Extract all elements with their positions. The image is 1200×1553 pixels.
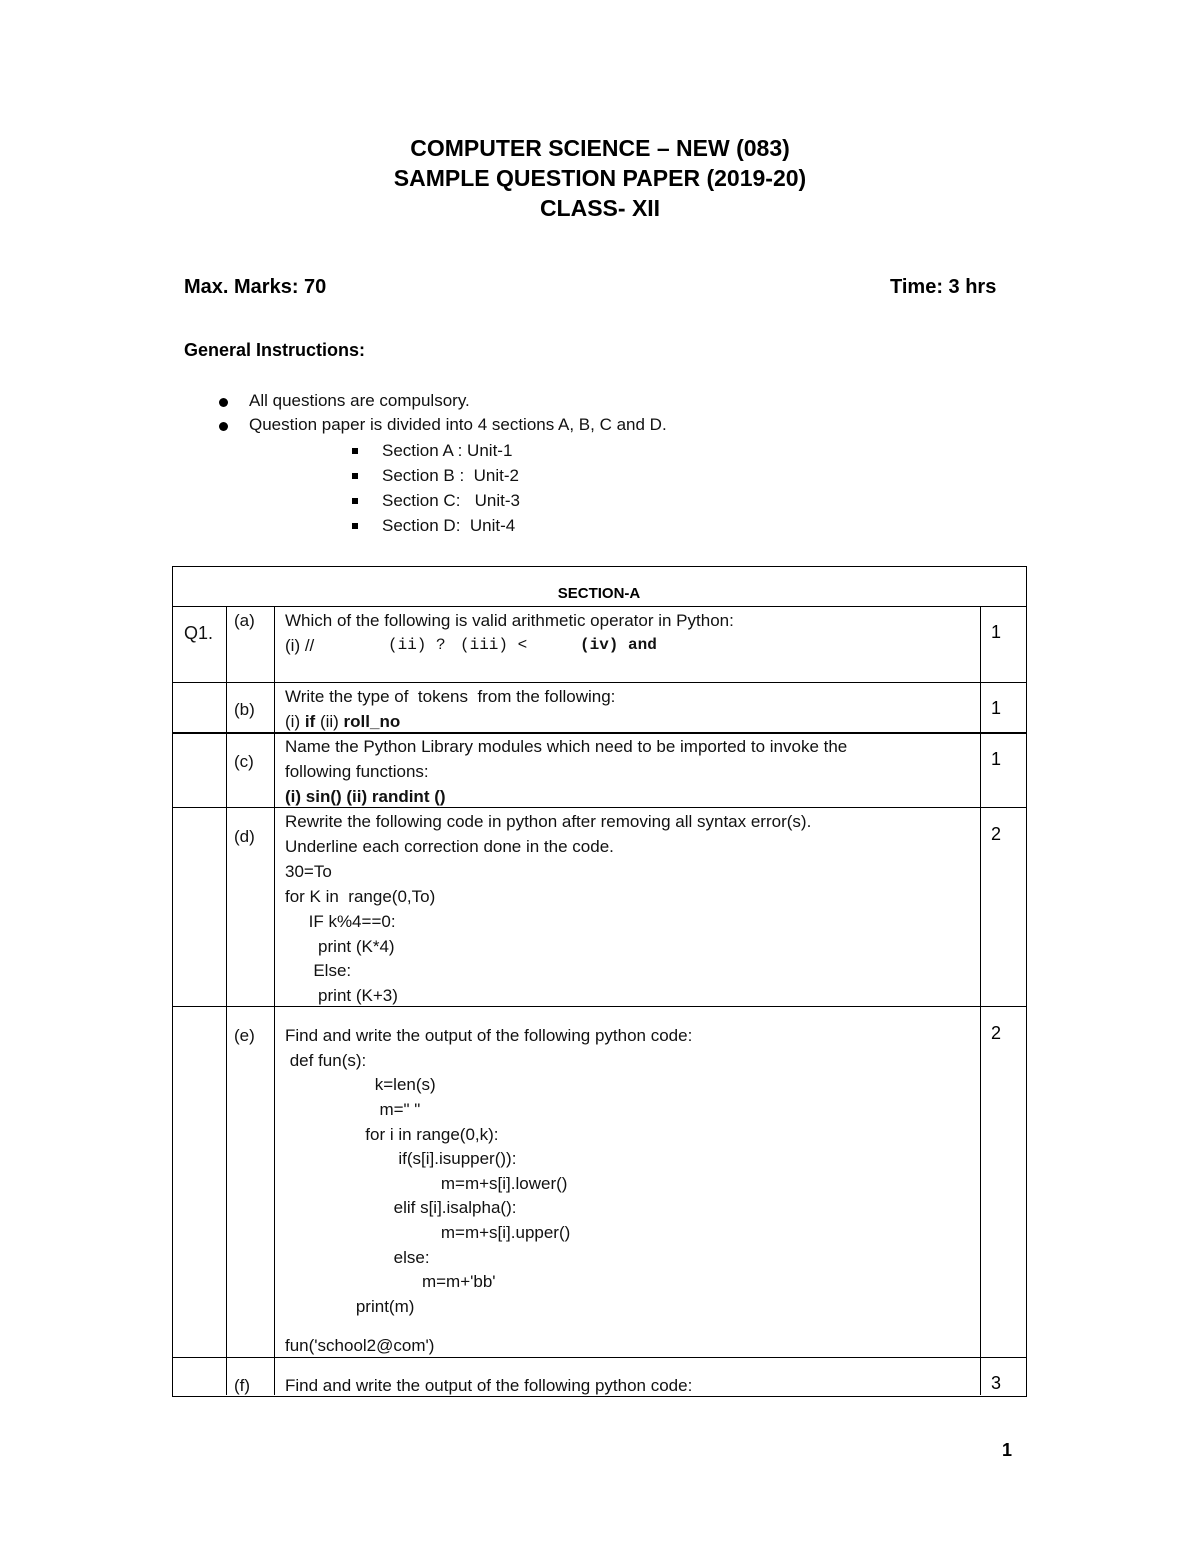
code-line: else: — [285, 1248, 430, 1267]
option-4: (iv) and — [580, 636, 657, 654]
code-line: elif s[i].isalpha(): — [285, 1198, 517, 1217]
marks-value: 2 — [990, 1023, 1001, 1043]
table-column-line — [980, 606, 981, 1395]
part-label: (a) — [234, 611, 255, 630]
paper-title — [0, 133, 1200, 223]
code-line: m=m+s[i].upper() — [285, 1223, 571, 1242]
part-label: (f) — [234, 1376, 251, 1395]
code-line: if(s[i].isupper()): — [285, 1149, 517, 1168]
marks-value: 1 — [990, 622, 1001, 642]
code-line: fun('school2@com') — [285, 1336, 435, 1355]
text-segment: (ii) — [315, 712, 344, 731]
option-text — [285, 633, 657, 658]
part-label: (b) — [234, 700, 255, 719]
question-text: Name the Python Library modules which need to be imported to invoke the — [285, 737, 848, 756]
square-bullet-icon — [352, 523, 358, 529]
token-roll-no: roll_no — [343, 712, 401, 731]
token-if: if — [304, 712, 316, 731]
question-text: Which of the following is valid arithmetic operator in Python: — [285, 611, 734, 630]
text-segment: (i) — [285, 712, 305, 731]
option-3: (iii) < — [460, 636, 528, 654]
question-text: Find and write the output of the following python code: — [285, 1376, 693, 1395]
square-bullet-icon — [352, 498, 358, 504]
code-line: for i in range(0,k): — [285, 1125, 499, 1144]
code-line: m=" " — [285, 1100, 421, 1119]
section-list-item: Section C: Unit-3 — [382, 491, 520, 510]
title-line-subject: COMPUTER SCIENCE – NEW (083) — [410, 135, 790, 161]
question-text — [285, 709, 400, 734]
option-2: (ii) ? — [388, 636, 446, 654]
section-list-item: Section D: Unit-4 — [382, 516, 516, 535]
code-line: print (K*4) — [285, 937, 395, 956]
title-line-paper: SAMPLE QUESTION PAPER (2019-20) — [393, 165, 807, 191]
question-number: Q1. — [184, 623, 214, 643]
part-label: (d) — [234, 827, 255, 846]
max-marks: Max. Marks: 70 — [184, 276, 327, 298]
code-line: Else: — [285, 961, 352, 980]
instruction-item: All questions are compulsory. — [249, 391, 470, 410]
question-text: Find and write the output of the following python code: — [285, 1026, 693, 1045]
title-line-class: CLASS- XII — [539, 195, 661, 221]
option-1: (i) // — [285, 636, 315, 655]
marks-value: 3 — [990, 1373, 1001, 1393]
code-line: m=m+s[i].lower() — [285, 1174, 568, 1193]
bullet-icon — [219, 398, 228, 407]
part-label: (e) — [234, 1026, 255, 1045]
general-instructions-heading: General Instructions: — [184, 340, 366, 360]
marks-value: 2 — [990, 824, 1001, 844]
table-column-line — [226, 606, 227, 1395]
section-list-item: Section B : Unit-2 — [382, 466, 520, 485]
code-line: print (K+3) — [285, 986, 398, 1005]
code-line: for K in range(0,To) — [285, 887, 436, 906]
question-text: Underline each correction done in the code. — [285, 837, 614, 856]
section-a-heading: SECTION-A — [557, 585, 641, 602]
code-line: def fun(s): — [285, 1051, 367, 1070]
bullet-icon — [219, 422, 228, 431]
code-line: print(m) — [285, 1297, 415, 1316]
code-line: m=m+'bb' — [285, 1272, 496, 1291]
code-line: 30=To — [285, 862, 332, 881]
question-text: following functions: — [285, 762, 429, 781]
page-number: 1 — [1002, 1440, 1013, 1460]
question-text: Write the type of tokens from the following: — [285, 687, 616, 706]
question-text: Rewrite the following code in python after removing all syntax error(s). — [285, 812, 812, 831]
marks-value: 1 — [990, 749, 1001, 769]
section-list-item: Section A : Unit-1 — [382, 441, 513, 460]
table-divider — [172, 682, 1026, 683]
marks-value: 1 — [990, 698, 1001, 718]
function-list: (i) sin() (ii) randint () — [285, 787, 446, 806]
instruction-item: Question paper is divided into 4 sections A, B, C and D. — [249, 415, 667, 434]
time-allowed: Time: 3 hrs — [890, 276, 997, 298]
square-bullet-icon — [352, 473, 358, 479]
part-label: (c) — [234, 752, 254, 771]
code-line: IF k%4==0: — [285, 912, 396, 931]
table-divider — [172, 606, 1026, 607]
table-column-line — [274, 606, 275, 1395]
code-line: k=len(s) — [285, 1075, 436, 1094]
square-bullet-icon — [352, 448, 358, 454]
